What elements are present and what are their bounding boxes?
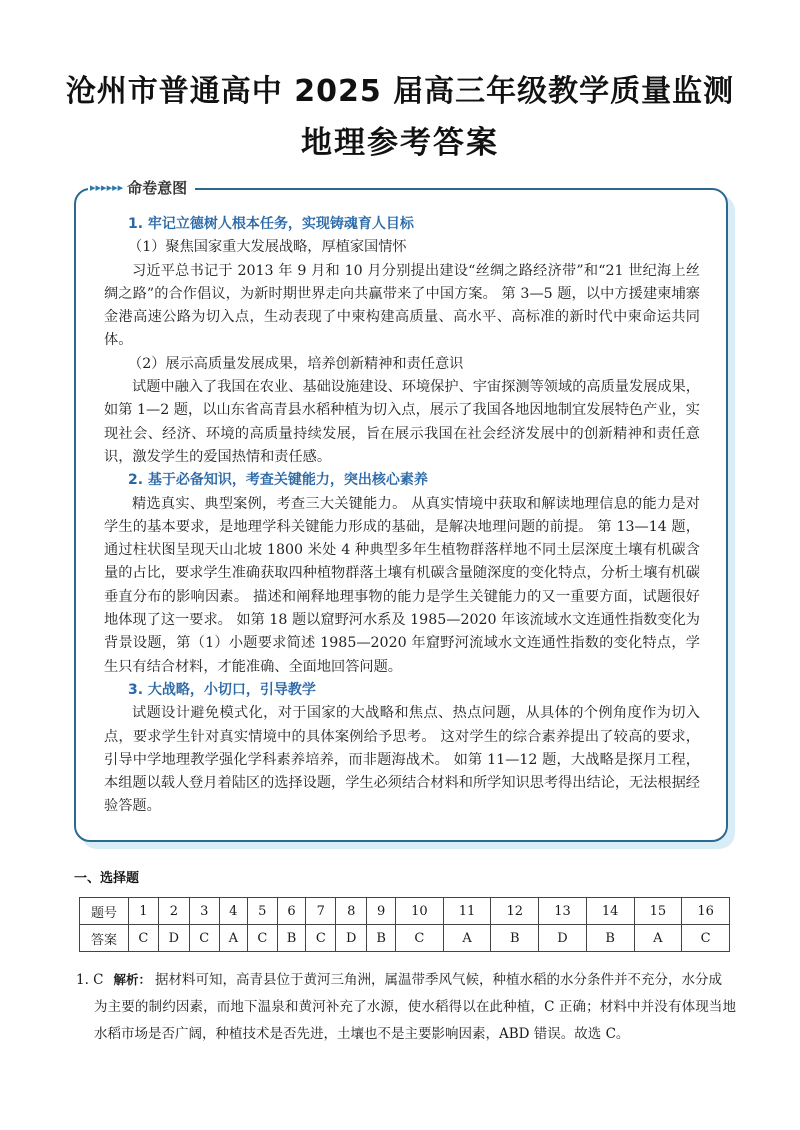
answer-row xyxy=(80,925,730,952)
intent-title: 命卷意图 xyxy=(127,178,188,197)
answer-cell: D xyxy=(158,925,189,952)
explanation-q1 xyxy=(76,966,736,1048)
question-number: 9 xyxy=(367,898,396,925)
subheading-1-1: （1）聚焦国家重大发展战略，厚植家国情怀 xyxy=(128,239,407,256)
question-number: 15 xyxy=(634,898,682,925)
question-number: 5 xyxy=(247,898,277,925)
question-number: 6 xyxy=(277,898,306,925)
explanation-question-number: 1. C xyxy=(76,972,104,988)
answer-cell: D xyxy=(539,925,587,952)
page-subtitle: 地理参考答案 xyxy=(301,125,499,161)
answer-cell: B xyxy=(491,925,539,952)
question-number: 16 xyxy=(682,898,730,925)
question-number: 4 xyxy=(219,898,247,925)
explanation-label: 解析： xyxy=(113,972,152,987)
answer-cell: C xyxy=(247,925,277,952)
row-label-question: 题号 xyxy=(80,898,129,925)
answer-cell: C xyxy=(129,925,159,952)
question-number: 1 xyxy=(129,898,159,925)
answer-cell: A xyxy=(634,925,682,952)
answer-cell: A xyxy=(219,925,247,952)
subheading-1-2: （2）展示高质量发展成果，培养创新精神和责任意识 xyxy=(128,355,464,372)
explanation-text-rest: 为主要的制约因素，而地下温泉和黄河补充了水源，使水稻得以在此种植，C 正确；材料中并没有体现当地水稻市场是否广阔，种植技术是否先进，土壤也不是主要影响因素，ABD 错误。故选 C。 xyxy=(94,999,736,1042)
question-number: 11 xyxy=(443,898,491,925)
section-heading-3: 3. 大战略，小切口，引导教学 xyxy=(128,681,316,698)
paragraph-1-1: 习近平总书记于 2013 年 9 月和 10 月分别提出建设“丝绸之路经济带”和“21 世纪海上丝绸之路”的合作倡议，为新时期世界走向共赢带来了中国方案。 第 3—5 题，以中方援建柬埔寨金港高速公路为切入点，生动表现了中柬构建高质量、高水平、高标准的新时代中柬命运共同体。 xyxy=(104,262,700,349)
answer-cell: B xyxy=(586,925,634,952)
answer-cell: A xyxy=(443,925,491,952)
question-number: 14 xyxy=(586,898,634,925)
paragraph-3-1: 试题设计避免模式化，对于国家的大战略和焦点、热点问题，从具体的个例角度作为切入点，要求学生针对真实情境中的具体案例给予思考。 这对学生的综合素养提出了较高的要求，引导中学地理教学强化学科素养培养，而非题海战术。 如第 11—12 题，大战略是探月工程，本组题以载人登月着陆区的选择设题，学生必须结合材料和所学知识思考得出结论，无法根据经验答题。 xyxy=(104,705,700,815)
paragraph-2-1: 精选真实、典型案例，考查三大关键能力。 从真实情境中获取和解读地理信息的能力是对学生的基本要求，是地理学科关键能力形成的基础，是解决地理问题的前提。 第 13—14 题，通过柱状图呈现天山北坡 1800 米处 4 种典型多年生植物群落样地不同土层深度土壤有机碳含量的占比，要求学生准确获取四种植物群落土壤有机碳含量随深度的变化特点，分析土壤有机碳垂直分布的影响因素。 描述和阐释地理事物的能力是学生关键能力的又一重要方面，试题很好地体现了这一要求。 如第 18 题以窟野河水系及 1985—2020 年该流域水文连通性指数变化为背景设题，第（1）小题要求简述 1985—2020 年窟野河流域水文连通性指数的变化特点，学生只有结合材料，才能准确、全面地回答问题。 xyxy=(104,495,700,675)
section-heading-1: 1. 牢记立德树人根本任务，实现铸魂育人目标 xyxy=(128,216,414,232)
answer-cell: D xyxy=(336,925,367,952)
question-number: 10 xyxy=(396,898,444,925)
question-number: 7 xyxy=(306,898,336,925)
answer-cell: C xyxy=(306,925,336,952)
answer-table xyxy=(79,897,730,952)
answer-cell: B xyxy=(277,925,306,952)
arrow-decoration-icon: ▸▸▸▸▸▸ xyxy=(90,180,124,194)
answer-cell: C xyxy=(396,925,444,952)
question-number: 2 xyxy=(158,898,189,925)
answer-cell: C xyxy=(189,925,219,952)
answer-cell: B xyxy=(367,925,396,952)
explanation-text-line1: 据材料可知，高青县位于黄河三角洲，属温带季风气候，种植水稻的水分条件并不充分，水分成 xyxy=(155,972,723,988)
question-number: 8 xyxy=(336,898,367,925)
question-number-row xyxy=(80,898,730,925)
row-label-answer: 答案 xyxy=(80,925,129,952)
question-number: 3 xyxy=(189,898,219,925)
question-number: 12 xyxy=(491,898,539,925)
paragraph-1-2: 试题中融入了我国在农业、基础设施建设、环境保护、宇宙探测等领域的高质量发展成果，如第 1—2 题，以山东省高青县水稻种植为切入点，展示了我国各地因地制宜发展特色产业，实现社会、经济、环境的高质量持续发展，旨在展示我国在社会经济发展中的创新精神和责任意识，激发学生的爱国热情和责任感。 xyxy=(104,379,700,465)
intent-header xyxy=(88,177,195,197)
section-heading-2: 2. 基于必备知识，考查关键能力，突出核心素养 xyxy=(128,472,428,489)
answer-cell: C xyxy=(682,925,730,952)
intent-body xyxy=(104,213,700,819)
choice-section-heading: 一、选择题 xyxy=(74,871,140,886)
question-number: 13 xyxy=(539,898,587,925)
page-title: 沧州市普通高中 2025 届高三年级教学质量监测 xyxy=(65,74,735,109)
